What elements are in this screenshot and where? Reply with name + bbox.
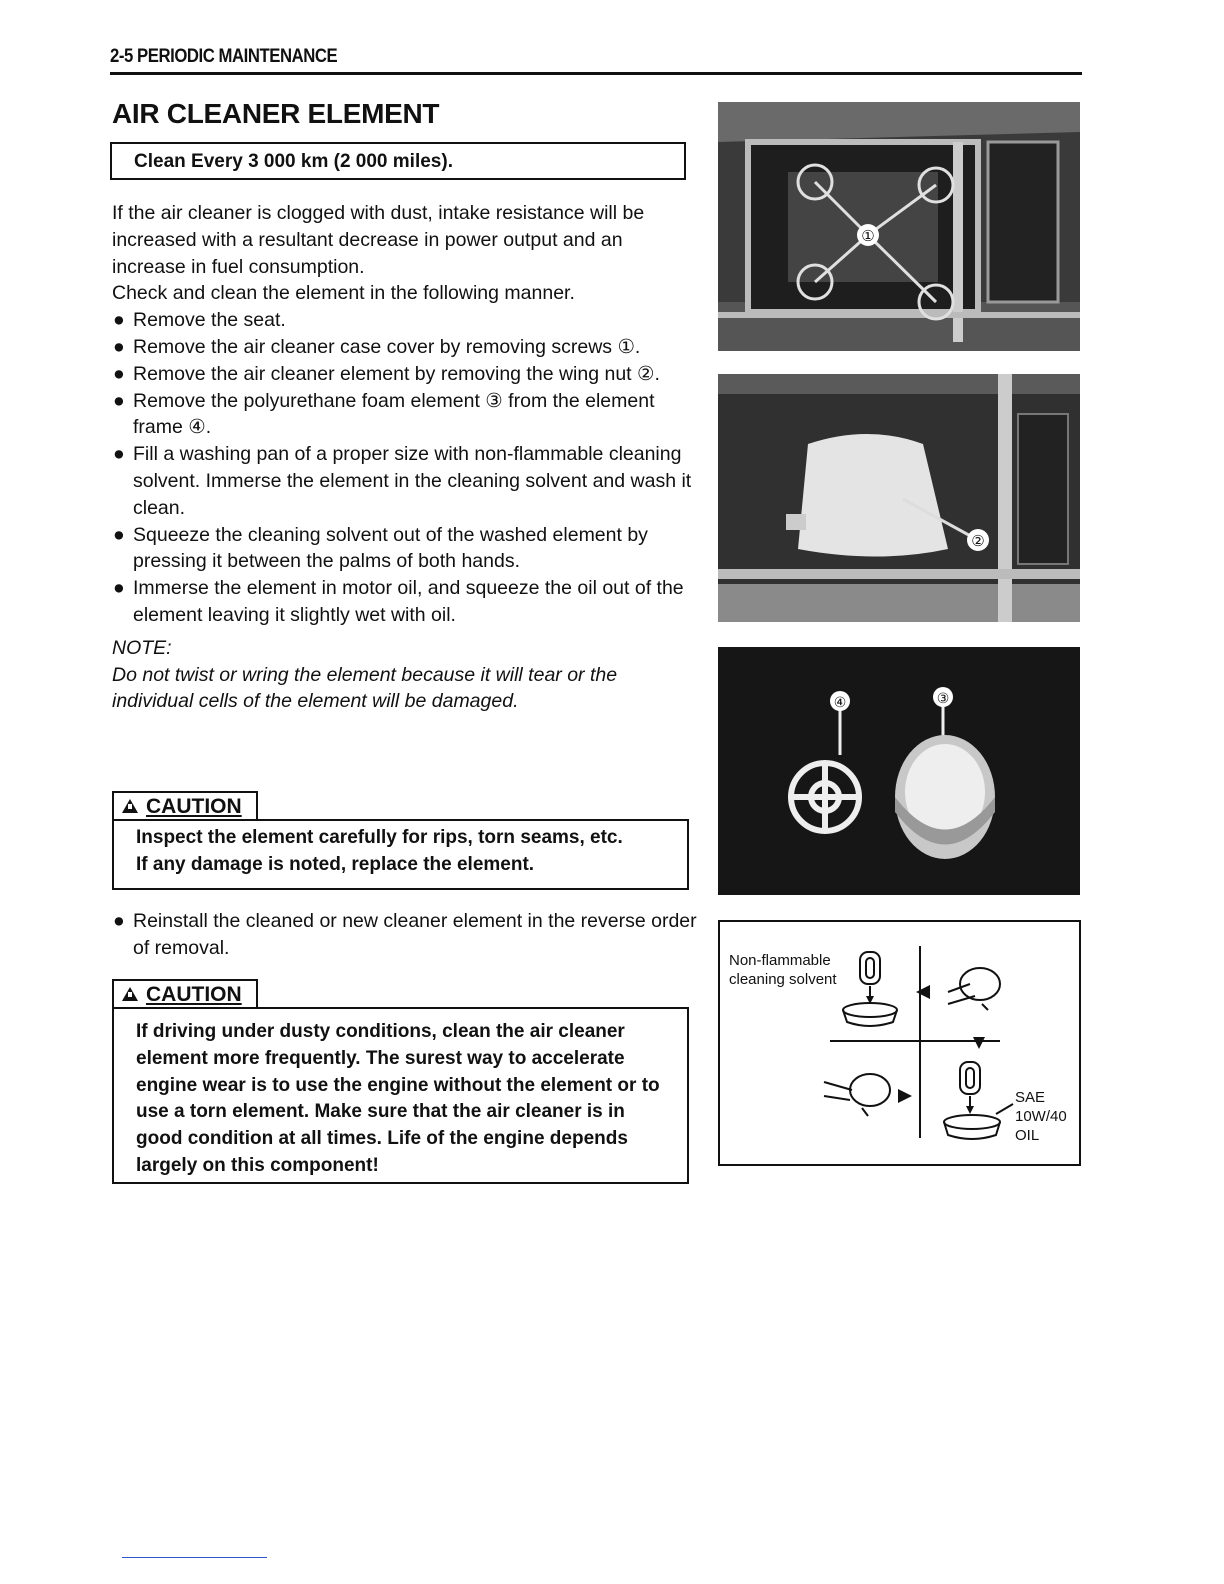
cleaning-procedure-diagram xyxy=(718,920,1081,1166)
step-text: Squeeze the cleaning solvent out of the washed element by pressing it between the palms of both hands. xyxy=(133,523,648,573)
photo-element-wing-nut xyxy=(718,374,1080,622)
step-text: Fill a washing pan of a proper size with non-flammable cleaning solvent. Immerse the element in the cleaning solvent and wash it clean. xyxy=(133,443,692,519)
page-header xyxy=(110,44,1082,75)
bullet-icon: ● xyxy=(113,335,125,358)
note-label: NOTE: xyxy=(112,636,172,659)
caution-box xyxy=(112,819,689,890)
caution-line: Inspect the element carefully for rips, torn seams, etc. xyxy=(136,827,623,848)
oil-label-line: OIL xyxy=(1015,1127,1040,1144)
caution-label-text: CAUTION xyxy=(146,983,242,1006)
step-item xyxy=(112,522,694,576)
warning-triangle-icon xyxy=(122,799,138,813)
step-text: Remove the air cleaner case cover by removing screws ①. xyxy=(133,335,641,358)
step-item xyxy=(112,334,694,361)
note-text: Do not twist or wring the element because it will tear or the individual cells of the element will be damaged. xyxy=(112,663,618,713)
bullet-icon: ● xyxy=(113,910,125,932)
photo-air-cleaner-case xyxy=(718,102,1080,351)
caution-line: If any damage is noted, replace the element. xyxy=(136,853,535,875)
interval-box xyxy=(110,142,686,180)
bullet-icon: ● xyxy=(113,523,125,546)
reinstall-step xyxy=(112,908,715,962)
footer-link-line xyxy=(122,1557,267,1558)
bullet-icon: ● xyxy=(113,309,125,332)
bullet-icon: ● xyxy=(113,389,125,412)
procedure-text xyxy=(112,200,694,715)
step-item xyxy=(112,361,694,388)
intro-paragraph: If the air cleaner is clogged with dust, intake resistance will be increased with a resultant decrease in power output and an increase in fuel consumption. xyxy=(112,202,645,278)
callout-2: ② xyxy=(971,532,985,550)
solvent-label-line: Non-flammable xyxy=(729,952,831,969)
caution-label-text: CAUTION xyxy=(146,795,242,818)
diagram-artwork xyxy=(720,922,1079,1164)
caution-text: If driving under dusty conditions, clean the air cleaner element more frequently. The surest way to accelerate engine wear is to use the engine without the element or to use a torn element. Make sure that the air cleaner is in good condition at all times. Life of the engine depends largely on this component! xyxy=(136,1021,660,1176)
caution-label xyxy=(112,979,258,1007)
caution-label xyxy=(112,791,258,819)
bullet-icon: ● xyxy=(113,443,125,466)
reinstall-text: Reinstall the cleaned or new cleaner element in the reverse order of removal. xyxy=(133,910,697,959)
step-text: Remove the polyurethane foam element ③ from the element frame ④. xyxy=(133,389,655,439)
bullet-icon: ● xyxy=(113,577,125,600)
photo-foam-and-frame xyxy=(718,647,1080,895)
callout-3: ③ xyxy=(936,691,950,707)
intro-instruction: Check and clean the element in the following manner. xyxy=(112,282,575,305)
step-text: Remove the seat. xyxy=(133,309,286,332)
section-title: AIR CLEANER ELEMENT xyxy=(112,98,440,129)
interval-text: Clean Every 3 000 km (2 000 miles). xyxy=(134,151,453,172)
step-item xyxy=(112,575,694,629)
step-text: Immerse the element in motor oil, and squeeze the oil out of the element leaving it slightly wet with oil. xyxy=(133,577,684,626)
solvent-label-line: cleaning solvent xyxy=(729,971,837,988)
step-item xyxy=(112,307,694,334)
caution-box xyxy=(112,1007,689,1184)
step-item xyxy=(112,388,694,442)
callout-4: ④ xyxy=(833,695,847,711)
step-text: Remove the air cleaner element by removing the wing nut ②. xyxy=(133,362,660,385)
step-item xyxy=(112,441,694,521)
callout-1: ① xyxy=(861,227,875,245)
page-header-title: 2-5 PERIODIC MAINTENANCE xyxy=(110,46,338,67)
bullet-icon: ● xyxy=(113,362,125,385)
oil-label-line: 10W/40 xyxy=(1015,1108,1067,1125)
oil-label-line: SAE xyxy=(1015,1089,1046,1106)
warning-triangle-icon xyxy=(122,987,138,1001)
